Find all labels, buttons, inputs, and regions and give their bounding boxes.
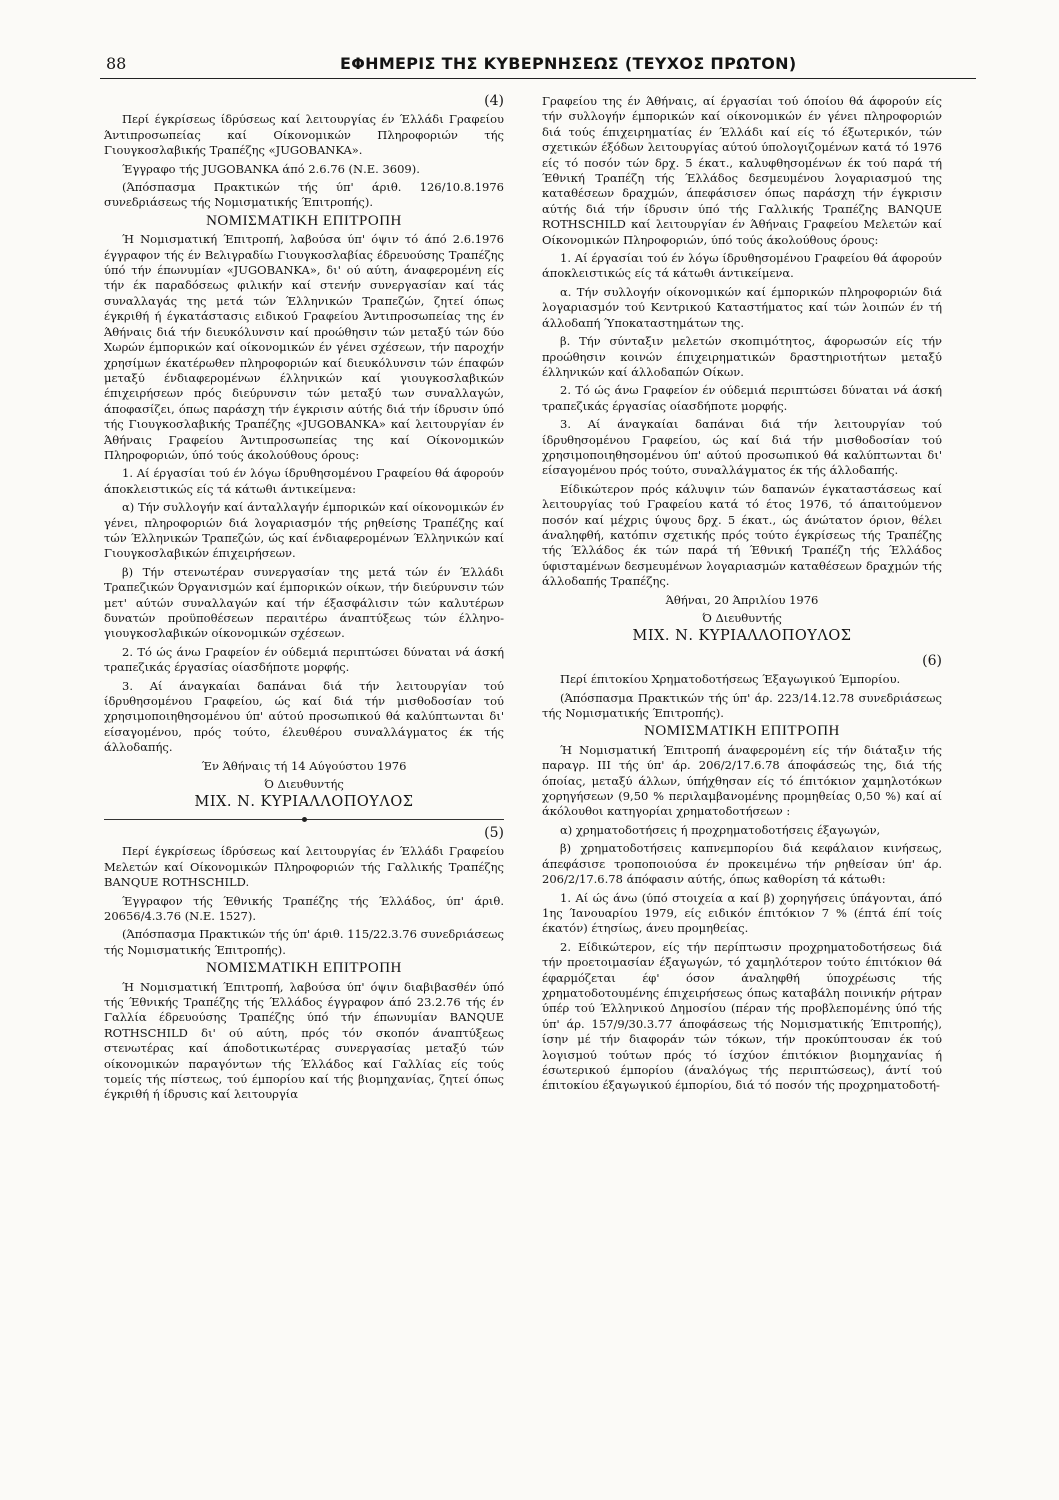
section-4-date: Έν Άθήναις τή 14 Αύγούστου 1976 [201, 758, 407, 773]
section-4-body: Ή Νομισματική Έπιτροπή, λαβούσα ύπ' όψιν τό άπό 2.6.1976 έγγραφον τής έν Βελιγραδίω Γιουγκοσλαβίας έδρευούσης Τραπέζης ύπό τήν έπωνυμίαν «JUGOBANKA», δι' ού αύτη, άναφερομένη είς τήν έκ παραδόσεως φιλικήν καί στενήν συνεργασίαν καί τάς συναλλαγάς της μετά τών Έλληνικών Τραπεζών, ζητεί όπως έγκριθή ή έγκατάστασις ειδικού Γραφείου Άντιπροσωπείας της έν Άθήναις διά τήν διευκόλυνσιν καί προώθησιν τών μεταξύ τών δύο Χωρών έμπορικών καί οίκονομικών έν γένει σχέσεων, τήν παροχήν χρησίμων έκατέρωθεν πληροφοριών καί διευκόλυνσιν τών έπαφών μεταξύ ένδιαφερομένων έλληνικών καί γιουγκοσλαβικών έπιχειρήσεων πρός διεύρυνσιν τών μεταξύ των συναλλαγών, άποφασίζει, όπως παράσχη τήν έγκρισιν αύτής διά τήν ίδρυσιν ύπό τής Γιουγκοσλαβικής Τραπέζης «JUGOBANKA» καί λειτουργίαν έν Άθήναις Γραφείου Άντιπροσωπείας της καί Οίκονομικών Πληροφοριών, ύπό τούς άκολούθους όρους: [104, 232, 504, 462]
section-6-body: Ή Νομισματική Έπιτροπή άναφερομένη είς τήν διάταξιν τής παραγρ. III τής ύπ' άρ. 206/2/17.6.78 άποφάσεώς της, διά τής όποίας, μεταξύ άλλων, ύπήχθησαν είς τό έπιτόκιον χαμηλοτόκων χορηγήσεων (9,50 % περιλαμβανομένης προμηθείας 0,50 %) καί αί άκόλουθοι κατηγορίαι χρηματοδοτήσεων : [542, 742, 942, 819]
section-4-term-3: 3. Αί άναγκαίαι δαπάναι διά τήν λειτουργίαν τού ίδρυθησομένου Γραφείου, ώς καί διά τήν μισθοδοσίαν τού χρησιμοποιηθησομένου ύπ' αύτού προσωπικού θά καλύπτωνται δι' είσαγομένου, πρός τούτο, έλευθέρου συναλλάγματος έκ τής άλλοδαπής. [104, 678, 504, 755]
right-column [542, 94, 942, 1097]
section-5-term-2: 2. Τό ώς άνω Γραφείον έν ούδεμιά περιπτώσει δύναται νά άσκή τραπεζικάς έργασίας οίασδήποτε μορφής. [542, 383, 942, 413]
left-column [104, 94, 504, 1106]
section-4-role: Ό Διευθυντής [264, 777, 344, 792]
section-5-term-a: α. Τήν συλλογήν οίκονομικών καί έμπορικών πληροφοριών διά λογαριασμόν τού Κεντρικού Καταστήματος καί τών λοιπών έν τή άλλοδαπή Ύποκαταστημάτων της. [542, 284, 942, 330]
section-6-subject: Περί έπιτοκίου Χρηματοδοτήσεως Έξαγωγικού Έμπορίου. [560, 672, 901, 687]
running-title: ΕΦΗΜΕΡΙΣ ΤΗΣ ΚΥΒΕΡΝΗΣΕΩΣ (ΤΕΥΧΟΣ ΠΡΩΤΟΝ) [340, 54, 797, 73]
section-4-signer: ΜΙΧ. Ν. ΚΥΡΙΑΛΛΟΠΟΥΛΟΣ [194, 794, 414, 811]
section-5-signer: ΜΙΧ. Ν. ΚΥΡΙΑΛΛΟΠΟΥΛΟΣ [632, 628, 852, 645]
section-5-body-start: Ή Νομισματική Έπιτροπή, λαβούσα ύπ' όψιν διαβιβασθέν ύπό τής Έθνικής Τραπέζης τής Έλλάδος έγγραφον άπό 23.2.76 τής έν Γαλλία έδρευούσης Τραπέζης ύπό τήν έπωνυμίαν BANQUE ROTHSCHILD δι' ού αύτη, πρός τόν σκοπόν άναπτύξεως στενωτέρας καί άποδοτικωτέρας συνεργασίας μεταξύ τών οίκονομικών παραγόντων τής Έλλάδος καί Γαλλίας είς τούς τομείς τής πίστεως, τού έμπορίου καί τής βιομηχανίας, ζητεί όπως έγκριθή ή ίδρυσις καί λειτουργία [104, 979, 504, 1102]
section-6-item-b: β) χρηματοδοτήσεις καπνεμπορίου διά κεφάλαιον κινήσεως, άπεφάσισε τροποποιούσα έν προκειμένω τήν ρηθείσαν ύπ' άρ. 206/2/17.6.78 άπόφασιν αύτής, όπως καθορίση τά κάτωθι: [542, 841, 942, 887]
section-5-term-3: 3. Αί άναγκαίαι δαπάναι διά τήν λειτουργίαν τού ίδρυθησομένου Γραφείου, ώς καί διά τήν μισθοδοσίαν τού χρησιμοποιηθησομένου ύπ' αύτού προσωπικού θά καλύπτωνται δι' είσαγομένου πρός τούτο, συναλλάγματος έκ τής άλλοδαπής. [542, 417, 942, 478]
section-6-extract: (Άπόσπασμα Πρακτικών τής ύπ' άρ. 223/14.12.78 συνεδριάσεως τής Νομισματικής Έπιτροπής). [542, 690, 942, 721]
page-number: 88 [106, 54, 127, 73]
section-4-subject: Περί έγκρίσεως ίδρύσεως καί λειτουργίας έν Έλλάδι Γραφείου Άντιπροσωπείας καί Οίκονομικών Πληροφοριών τής Γιουγκοσλαβικής Τραπέζης «JUGOBANKA». [104, 112, 504, 158]
section-4-document: Έγγραφο τής JUGOBANKA άπό 2.6.76 (Ν.Ε. 3609). [122, 161, 420, 176]
section-5-role: Ό Διευθυντής [702, 611, 782, 625]
divider-dot [302, 817, 307, 822]
section-5-committee: ΝΟΜΙΣΜΑΤΙΚΗ ΕΠΙΤΡΟΠΗ [206, 960, 402, 977]
section-4-term-1: 1. Αί έργασίαι τού έν λόγω ίδρυθησομένου Γραφείου θά άφορούν άποκλειστικώς είς τά κάτωθι άντικείμενα: [104, 466, 504, 496]
section-5-document: Έγγραφον τής Έθνικής Τραπέζης τής Έλλάδος, ύπ' άριθ. 20656/4.3.76 (Ν.Ε. 1527). [104, 893, 504, 923]
section-4-extract: (Άπόσπασμα Πρακτικών τής ύπ' άριθ. 126/10.8.1976 συνεδριάσεως τής Νομισματικής Έπιτροπής). [104, 180, 504, 210]
section-5-date: Άθήναι, 20 Άπριλίου 1976 [665, 592, 819, 607]
section-5-term-b: β. Τήν σύνταξιν μελετών σκοπιμότητος, άφορωσών είς τήν προώθησιν κοινών έπιχειρηματικών δραστηριοτήτων μεταξύ έλληνικών καί άλλοδαπών Οίκων. [542, 334, 942, 379]
section-6-term-1: 1. Αί ώς άνω (ύπό στοιχεία α καί β) χορηγήσεις ύπάγονται, άπό 1ης Ίανουαρίου 1979, είς ειδικόν έπιτόκιον 7 % (έπτά έπί τοίς έκατόν) έτησίως, άνευ προμηθείας. [542, 890, 942, 936]
section-5-term-1: 1. Αί έργασίαι τού έν λόγω ίδρυθησομένου Γραφείου θά άφορούν άποκλειστικώς είς τά κάτωθι άντικείμενα. [542, 251, 942, 281]
section-divider [104, 819, 504, 820]
section-5-extract: (Άπόσπασμα Πρακτικών τής ύπ' άριθ. 115/22.3.76 συνεδριάσεως τής Νομισματικής Έπιτροπής). [104, 927, 504, 957]
section-4-number: (4) [484, 93, 504, 109]
section-6-committee: ΝΟΜΙΣΜΑΤΙΚΗ ΕΠΙΤΡΟΠΗ [644, 723, 840, 740]
page-header [100, 52, 976, 79]
section-6-number: (6) [922, 652, 942, 669]
section-5-number: (5) [484, 824, 504, 841]
section-6-term-2: 2. Είδικώτερον, είς τήν περίπτωσιν προχρηματοδοτήσεως διά τήν προετοιμασίαν έξαγωγών, τό χαμηλότερον τούτο έπιτόκιον θά έφαρμόζεται έφ' όσον άναληφθή ύποχρέωσις τής χρηματοδοτουμένης έπιχειρήσεως όπως καταβάλη ποινικήν ρήτραν ύπέρ τού Έλληνικού Δημοσίου (πέραν τής προβλεπομένης ύπό τής ύπ' άρ. 157/9/30.3.77 άποφάσεως τής Νομισματικής Έπιτροπής), ίσην μέ τήν διαφοράν τών τόκων, τήν προκύπτουσαν έκ τού λογισμού τούτων πρός τό ίσχύον έπιτόκιον βιομηχανίας ή έσωτερικού έμπορίου (άναλόγως τής περιπτώσεως), άντί τού έπιτοκίου έξαγωγικού έμπορίου, διά τό ποσόν τής προχρηματοδοτή- [542, 939, 942, 1093]
section-4-term-2: 2. Τό ώς άνω Γραφείον έν ούδεμιά περιπτώσει δύναται νά άσκή τραπεζικάς έργασίας οίασδήποτε μορφής. [104, 644, 504, 675]
section-4-term-a: α) Τήν συλλογήν καί άνταλλαγήν έμπορικών καί οίκονομικών έν γένει, πληροφοριών διά λογαριασμόν τής ρηθείσης Τραπέζης καί τών Έλληνικών Τραπεζών, ώς καί ένδιαφερομένων Έλληνικών καί Γιουγκοσλαβικών έπιχειρήσεων. [104, 500, 504, 561]
section-5-body-continued: Γραφείου της έν Άθήναις, αί έργασίαι τού όποίου θά άφορούν είς τήν συλλογήν έμπορικών καί οίκονομικών έν γένει πληροφοριών διά τούς έπιχειρηματίας έν Έλλάδι καί είς τό έξωτερικόν, τών σχετικών έξόδων λειτουργίας αύτού ύπολογιζομένων κατά τό 1976 είς τό ποσόν τών δρχ. 5 έκατ., καλυφθησομένων έκ τού παρά τή Έθνική Τραπέζη τής Έλλάδος δεσμευμένου λογαριασμού της καταθέσεων δραχμών, άπεφάσισεν όπως παράσχη τήν έγκρισιν αύτής διά τήν ίδρυσιν ύπό τής Γαλλικής Τραπέζης BANQUE ROTHSCHILD καί λειτουργίαν έν Άθήναις Γραφείου Μελετών καί Οίκονομικών Πληροφοριών, ύπό τούς άκολούθους όρους: [542, 94, 942, 247]
section-5-term-4: Είδικώτερον πρός κάλυψιν τών δαπανών έγκαταστάσεως καί λειτουργίας τού Γραφείου κατά τό έτος 1976, τό άπαιτούμενον ποσόν καί μέχρις ύψους δρχ. 5 έκατ., ώς άνώτατον όριον, θέλει άναληφθή, κατόπιν σχετικής πρός τούτο έγκρίσεως τής Τραπέζης τής Έλλάδος έκ τών παρά τή Έθνική Τραπέζη τής Έλλάδος ύφισταμένων δεσμευμένων λογαριασμών καταθέσεων δραχμών τής άλλοδαπής Τραπέζης. [542, 481, 942, 589]
section-4-term-b: β) Τήν στενωτέραν συνεργασίαν της μετά τών έν Έλλάδι Τραπεζικών Όργανισμών καί έμπορικών οίκων, τήν διεύρυνσιν τών μετ' αύτών συναλλαγών καί τήν έξασφάλισιν τών καλυτέρων δυνατών προϋποθέσεων περαιτέρω άναπτύξεως τών έλληνο-γιουγκοσλαβικών οίκονομικών σχέσεων. [104, 564, 504, 641]
section-6-item-a: α) χρηματοδοτήσεις ή προχρηματοδοτήσεις έξαγωγών, [560, 822, 881, 837]
section-5-subject: Περί έγκρίσεως ίδρύσεως καί λειτουργίας έν Έλλάδι Γραφείου Μελετών καί Οίκονομικών Πληροφοριών τής Γαλλικής Τραπέζης BANQUE ROTHSCHILD. [104, 844, 504, 890]
section-4-committee: ΝΟΜΙΣΜΑΤΙΚΗ ΕΠΙΤΡΟΠΗ [206, 212, 402, 229]
